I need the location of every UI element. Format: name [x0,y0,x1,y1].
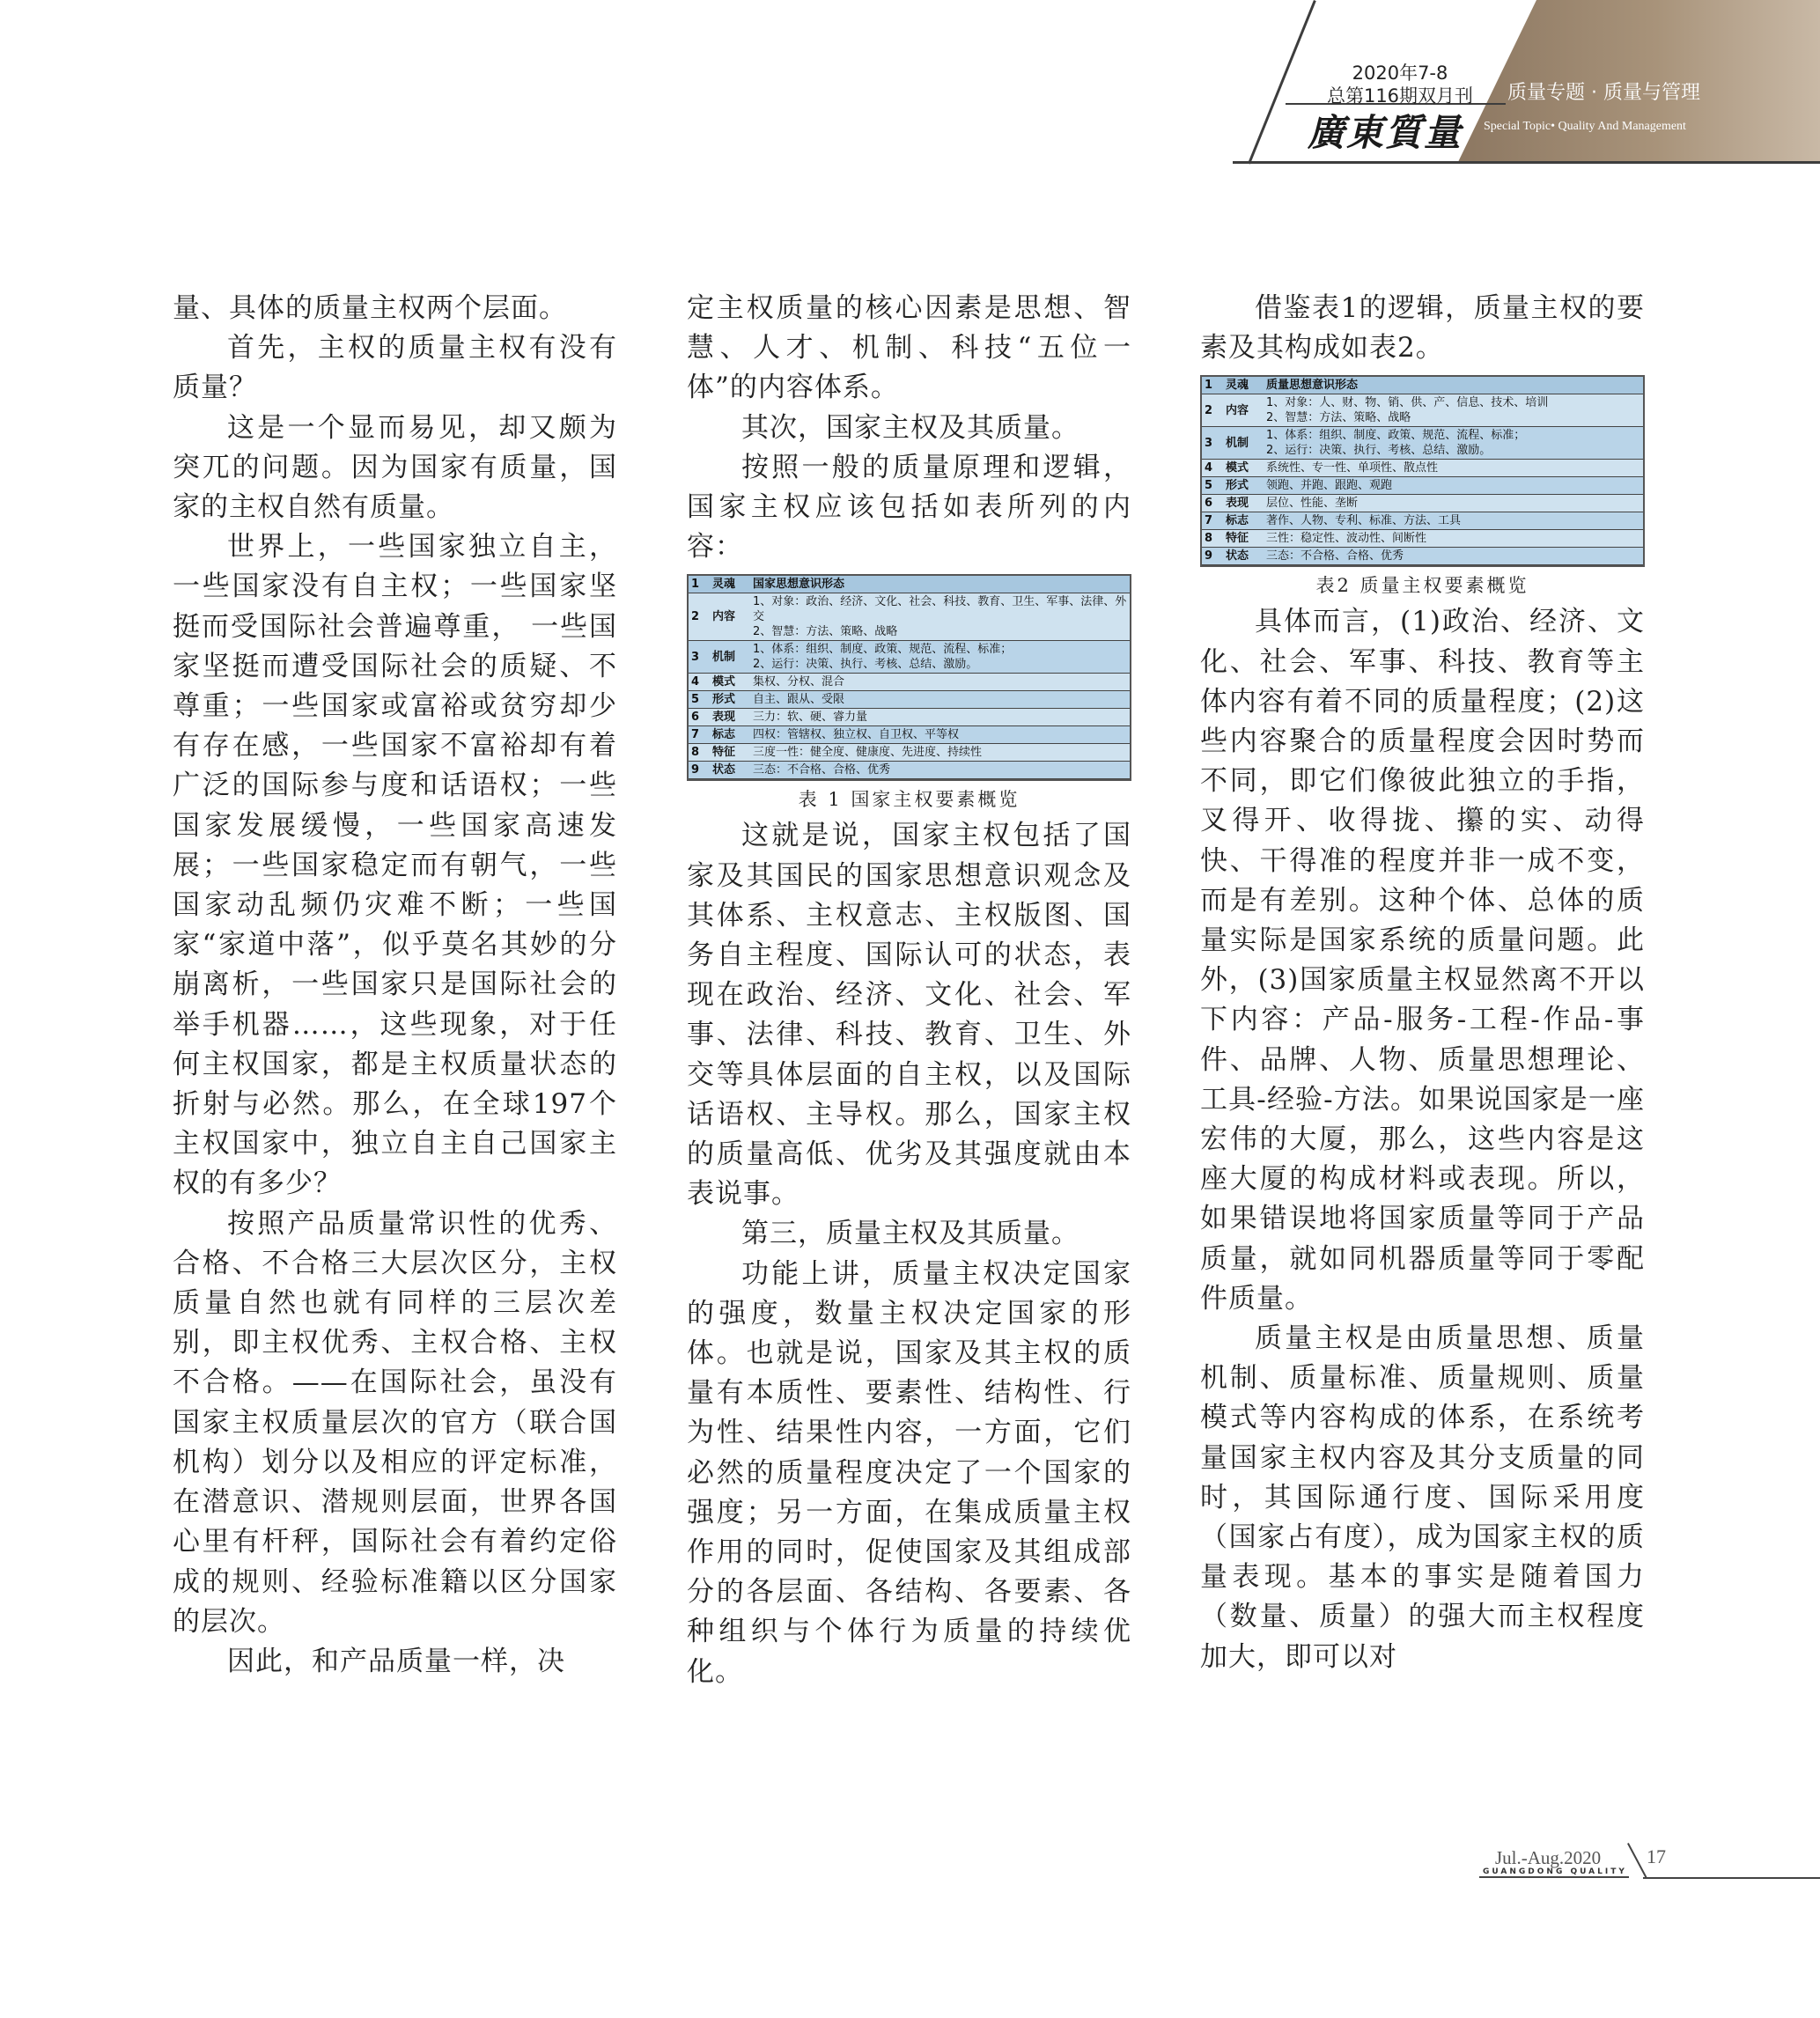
row-value: 1、体系：组织、制度、政策、规范、流程、标准； 2、运行：决策、执行、考核、总结、激励。 [750,641,1130,674]
table-row [689,691,1130,709]
issue-number: 总第116期双月刊 [1326,85,1474,107]
paragraph: 按照一般的质量原理和逻辑，国家主权应该包括如表所列的内容： [687,451,1131,563]
row-number: 8 [689,744,710,762]
paragraph: 具体而言，(1)政治、经济、文化、社会、军事、科技、教育等主体内容有着不同的质量程度；(2)这些内容聚合的质量程度会因时势而不同，即它们像彼此独立的手指，叉得开、收得拢、攥的实、动得快、干得准的程度并非一成不变，而是有差别。这种个体、总体的质量实际是国家系统的质量问题。此外，(3)国家质量主权显然离不开以下内容：产品-服务-工程-作品-事件、品牌、人物、质量思想理论、工具-经验-方法。如果说国家是一座宏伟的大厦，那么，这些内容是这座大厦的构成材料或表现。所以，如果错误地将国家质量等同于产品质量，就如同机器质量等同于零配件质量。 [1200,606,1645,1315]
table-row [689,576,1130,593]
footer-brand: GUANGDONG QUALITY [1483,1867,1627,1876]
row-value: 1、对象：人、财、物、销、供、产、信息、技术、培训 2、智慧：方法、策略、战略 [1264,394,1643,427]
magazine-logo: 廣東質量 [1308,111,1463,154]
paragraph: 按照产品质量常识性的优秀、合格、不合格三大层次区分，主权质量自然也就有同样的三层次差别，即主权优秀、主权合格、主权不合格。——在国际社会，虽没有国家主权质量层次的官方（联合国机构）划分以及相应的评定标准，在潜意识、潜规则层面，世界各国心里有杆秤，国际社会有着约定俗成的规则、经验标准籍以区分国家的层次。 [173,1207,617,1638]
row-key: 表现 [710,709,750,726]
row-key: 机制 [710,641,750,674]
table-row [1202,427,1643,460]
table-row [1202,477,1643,495]
row-number: 5 [689,691,710,709]
table-1-caption: 表 1 国家主权要素概览 [798,789,1021,811]
row-number: 7 [1202,512,1223,530]
table-row [1202,530,1643,548]
row-key: 模式 [1223,460,1264,477]
row-value: 集权、分权、混合 [750,674,1130,691]
row-number: 9 [1202,548,1223,565]
paragraph: 量、具体的质量主权两个层面。 [173,292,567,324]
row-key: 状态 [710,762,750,779]
footer-slant-line [1627,1843,1647,1878]
row-number: 6 [689,709,710,726]
table-row [1202,548,1643,565]
table-2-caption: 表2 质量主权要素概览 [1315,575,1529,597]
table-row [689,726,1130,744]
row-value: 国家思想意识形态 [750,576,1130,593]
section-title-cn: 质量专题 · 质量与管理 [1507,82,1700,104]
row-number: 4 [1202,460,1223,477]
text-column-1 [173,289,617,1682]
table-row [689,744,1130,762]
row-number: 3 [1202,427,1223,460]
table-row [1202,495,1643,512]
row-number: 1 [1202,377,1223,394]
row-value: 四权：管辖权、独立权、自卫权、平等权 [750,726,1130,744]
row-value: 著作、人物、专利、标准、方法、工具 [1264,512,1643,530]
row-number: 1 [689,576,710,593]
table-1 [689,576,1130,779]
row-value: 系统性、专一性、单项性、散点性 [1264,460,1643,477]
paragraph: 这就是说，国家主权包括了国家及其国民的国家思想意识观念及其体系、主权意志、主权版图、国务自主程度、国际认可的状态，表现在政治、经济、文化、社会、军事、法律、科技、教育、卫生、外交等具体层面的自主权，以及国际话语权、主导权。那么，国家主权的质量高低、优劣及其强度就由本表说事。 [687,820,1131,1211]
paragraph: 因此，和产品质量一样，决 [227,1645,565,1677]
row-value: 三性：稳定性、波动性、间断性 [1264,530,1643,548]
table-row [689,762,1130,779]
row-value: 三力：软、硬、睿力量 [750,709,1130,726]
row-number: 7 [689,726,710,744]
table-row [1202,460,1643,477]
text-column-3 [1200,289,1645,1677]
table-1-figure [687,574,1131,781]
footer-rule [1479,1876,1629,1878]
row-key: 灵魂 [1223,377,1264,394]
paragraph: 质量主权是由质量思想、质量机制、质量标准、质量规则、质量模式等内容构成的体系，在系统考量国家主权内容及其分支质量的同时，其国际通行度、国际采用度（国家占有度），成为国家主权的质量表现。基本的事实是随着国力（数量、质量）的强大而主权程度加大，即可以对 [1200,1322,1645,1673]
paragraph: 其次，国家主权及其质量。 [741,411,1079,444]
table-row [689,674,1130,691]
paragraph: 第三，质量主权及其质量。 [741,1218,1079,1250]
footer-date: Jul.-Aug.2020 [1495,1847,1602,1868]
text-column-2 [687,289,1131,1692]
row-key: 模式 [710,674,750,691]
row-key: 特征 [1223,530,1264,548]
footer-rule-right [1643,1877,1820,1879]
issue-info [1294,62,1506,107]
row-key: 标志 [1223,512,1264,530]
row-key: 标志 [710,726,750,744]
row-value: 三态：不合格、合格、优秀 [1264,548,1643,565]
row-key: 状态 [1223,548,1264,565]
table-2-figure [1200,375,1645,567]
paragraph: 首先，主权的质量主权有没有质量？ [173,332,617,404]
row-number: 4 [689,674,710,691]
table-row [689,709,1130,726]
row-key: 灵魂 [710,576,750,593]
row-key: 特征 [710,744,750,762]
row-value: 三态：不合格、合格、优秀 [750,762,1130,779]
header-rule [1233,161,1820,164]
row-value: 三度一性：健全度、健康度、先进度、持续性 [750,744,1130,762]
page-number: 17 [1647,1845,1666,1867]
row-number: 9 [689,762,710,779]
table-row [689,593,1130,641]
paragraph: 定主权质量的核心因素是思想、智慧、人才、机制、科技“五位一体”的内容体系。 [687,292,1131,404]
row-key: 内容 [710,593,750,641]
row-value: 1、对象：政治、经济、文化、社会、科技、教育、卫生、军事、法律、外交 2、智慧：方法、策略、战略 [750,593,1130,641]
row-value: 层位、性能、垄断 [1264,495,1643,512]
paragraph: 功能上讲，质量主权决定国家的强度，数量主权决定国家的形体。也就是说，国家及其主权的质量有本质性、要素性、结构性、行为性、结果性内容，一方面，它们必然的质量程度决定了一个国家的强度；另一方面，在集成质量主权作用的同时，促使国家及其组成部分的各层面、各结构、各要素、各种组织与个体行为质量的持续优化。 [687,1257,1131,1688]
table-row [1202,377,1643,394]
table-row [1202,512,1643,530]
row-number: 2 [689,593,710,641]
row-number: 5 [1202,477,1223,495]
paragraph: 借鉴表1的逻辑，质量主权的要素及其构成如表2。 [1200,292,1645,365]
row-value: 自主、跟从、受限 [750,691,1130,709]
row-key: 形式 [1223,477,1264,495]
issue-date: 2020年7-8 [1352,63,1448,84]
table-row [689,641,1130,674]
row-key: 内容 [1223,394,1264,427]
table-2 [1202,377,1643,565]
section-title-en: Special Topic• Quality And Management [1484,120,1686,133]
row-number: 6 [1202,495,1223,512]
paragraph: 世界上，一些国家独立自主，一些国家没有自主权；一些国家坚挺而受国际社会普遍尊重， 一些国家坚挺而遭受国际社会的质疑、不尊重；一些国家或富裕或贫穷却少有存在感，一些国家不富裕却有着广泛的国际参与度和话语权；一些国家发展缓慢，一些国家高速发展；一些国家稳定而有朝气，一些国家动乱频仍灾难不断；一些国家“家道中落”，似乎莫名其妙的分崩离析，一些国家只是国际社会的举手机器……，这些现象，对于任何主权国家，都是主权质量状态的折射与必然。那么，在全球197个主权国家中，独立自主自己国家主权的有多少？ [173,531,617,1200]
row-number: 2 [1202,394,1223,427]
row-number: 3 [689,641,710,674]
row-number: 8 [1202,530,1223,548]
row-key: 机制 [1223,427,1264,460]
row-key: 表现 [1223,495,1264,512]
row-key: 形式 [710,691,750,709]
row-value: 1、体系：组织、制度、政策、规范、流程、标准； 2、运行：决策、执行、考核、总结、激励。 [1264,427,1643,460]
table-row [1202,394,1643,427]
paragraph: 这是一个显而易见，却又颇为突兀的问题。因为国家有质量，国家的主权自然有质量。 [173,411,617,524]
row-value: 领跑、并跑、跟跑、观跑 [1264,477,1643,495]
row-value: 质量思想意识形态 [1264,377,1643,394]
